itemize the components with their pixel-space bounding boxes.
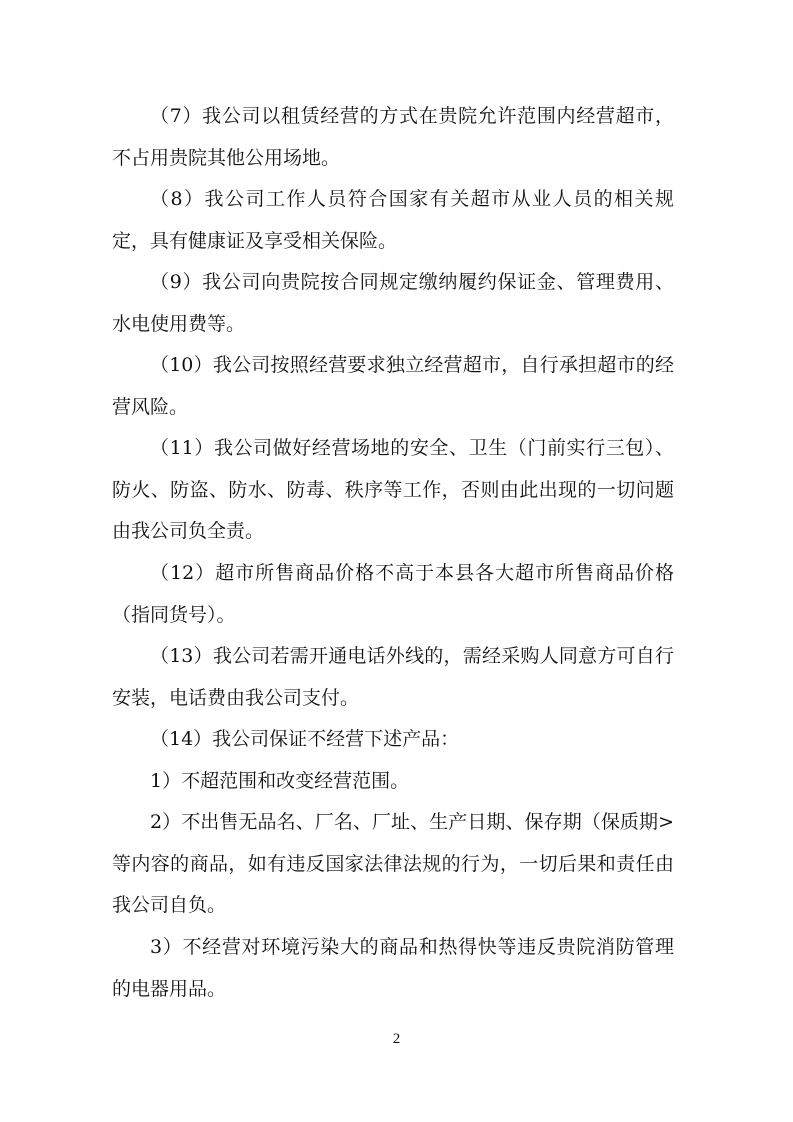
paragraph-13: （13）我公司若需开通电话外线的，需经采购人同意方可自行安装，电话费由我公司支付。 [112, 645, 674, 709]
paragraph-12: （12）超市所售商品价格不高于本县各大超市所售商品价格（指同货号）。 [112, 562, 674, 626]
page-number: 2 [392, 1031, 401, 1047]
paragraph-8: （8）我公司工作人员符合国家有关超市从业人员的相关规定，具有健康证及享受相关保险。 [112, 188, 674, 252]
paragraph-14: （14）我公司保证不经营下述产品： [150, 728, 460, 750]
paragraph-11: （11）我公司做好经营场地的安全、卫生（门前实行三包）、防火、防盗、防水、防毒、秩序等工作，否则由此出现的一切问题由我公司负全责。 [112, 437, 674, 542]
paragraph-7: （7）我公司以租赁经营的方式在贵院允许范围内经营超市，不占用贵院其他公用场地。 [112, 105, 674, 169]
list-item-1: 1）不超范围和改变经营范围。 [150, 770, 410, 792]
list-item-3: 3）不经营对环境污染大的商品和热得快等违反贵院消防管理的电器用品。 [112, 936, 674, 1000]
paragraph-10: （10）我公司按照经营要求独立经营超市，自行承担超市的经营风险。 [112, 354, 674, 418]
paragraph-9: （9）我公司向贵院按合同规定缴纳履约保证金、管理费用、水电使用费等。 [112, 271, 674, 335]
list-item-2: 2）不出售无品名、厂名、厂址、生产日期、保存期（保质期>等内容的商品，如有违反国家法律法规的行为，一切后果和责任由我公司自负。 [112, 811, 674, 916]
